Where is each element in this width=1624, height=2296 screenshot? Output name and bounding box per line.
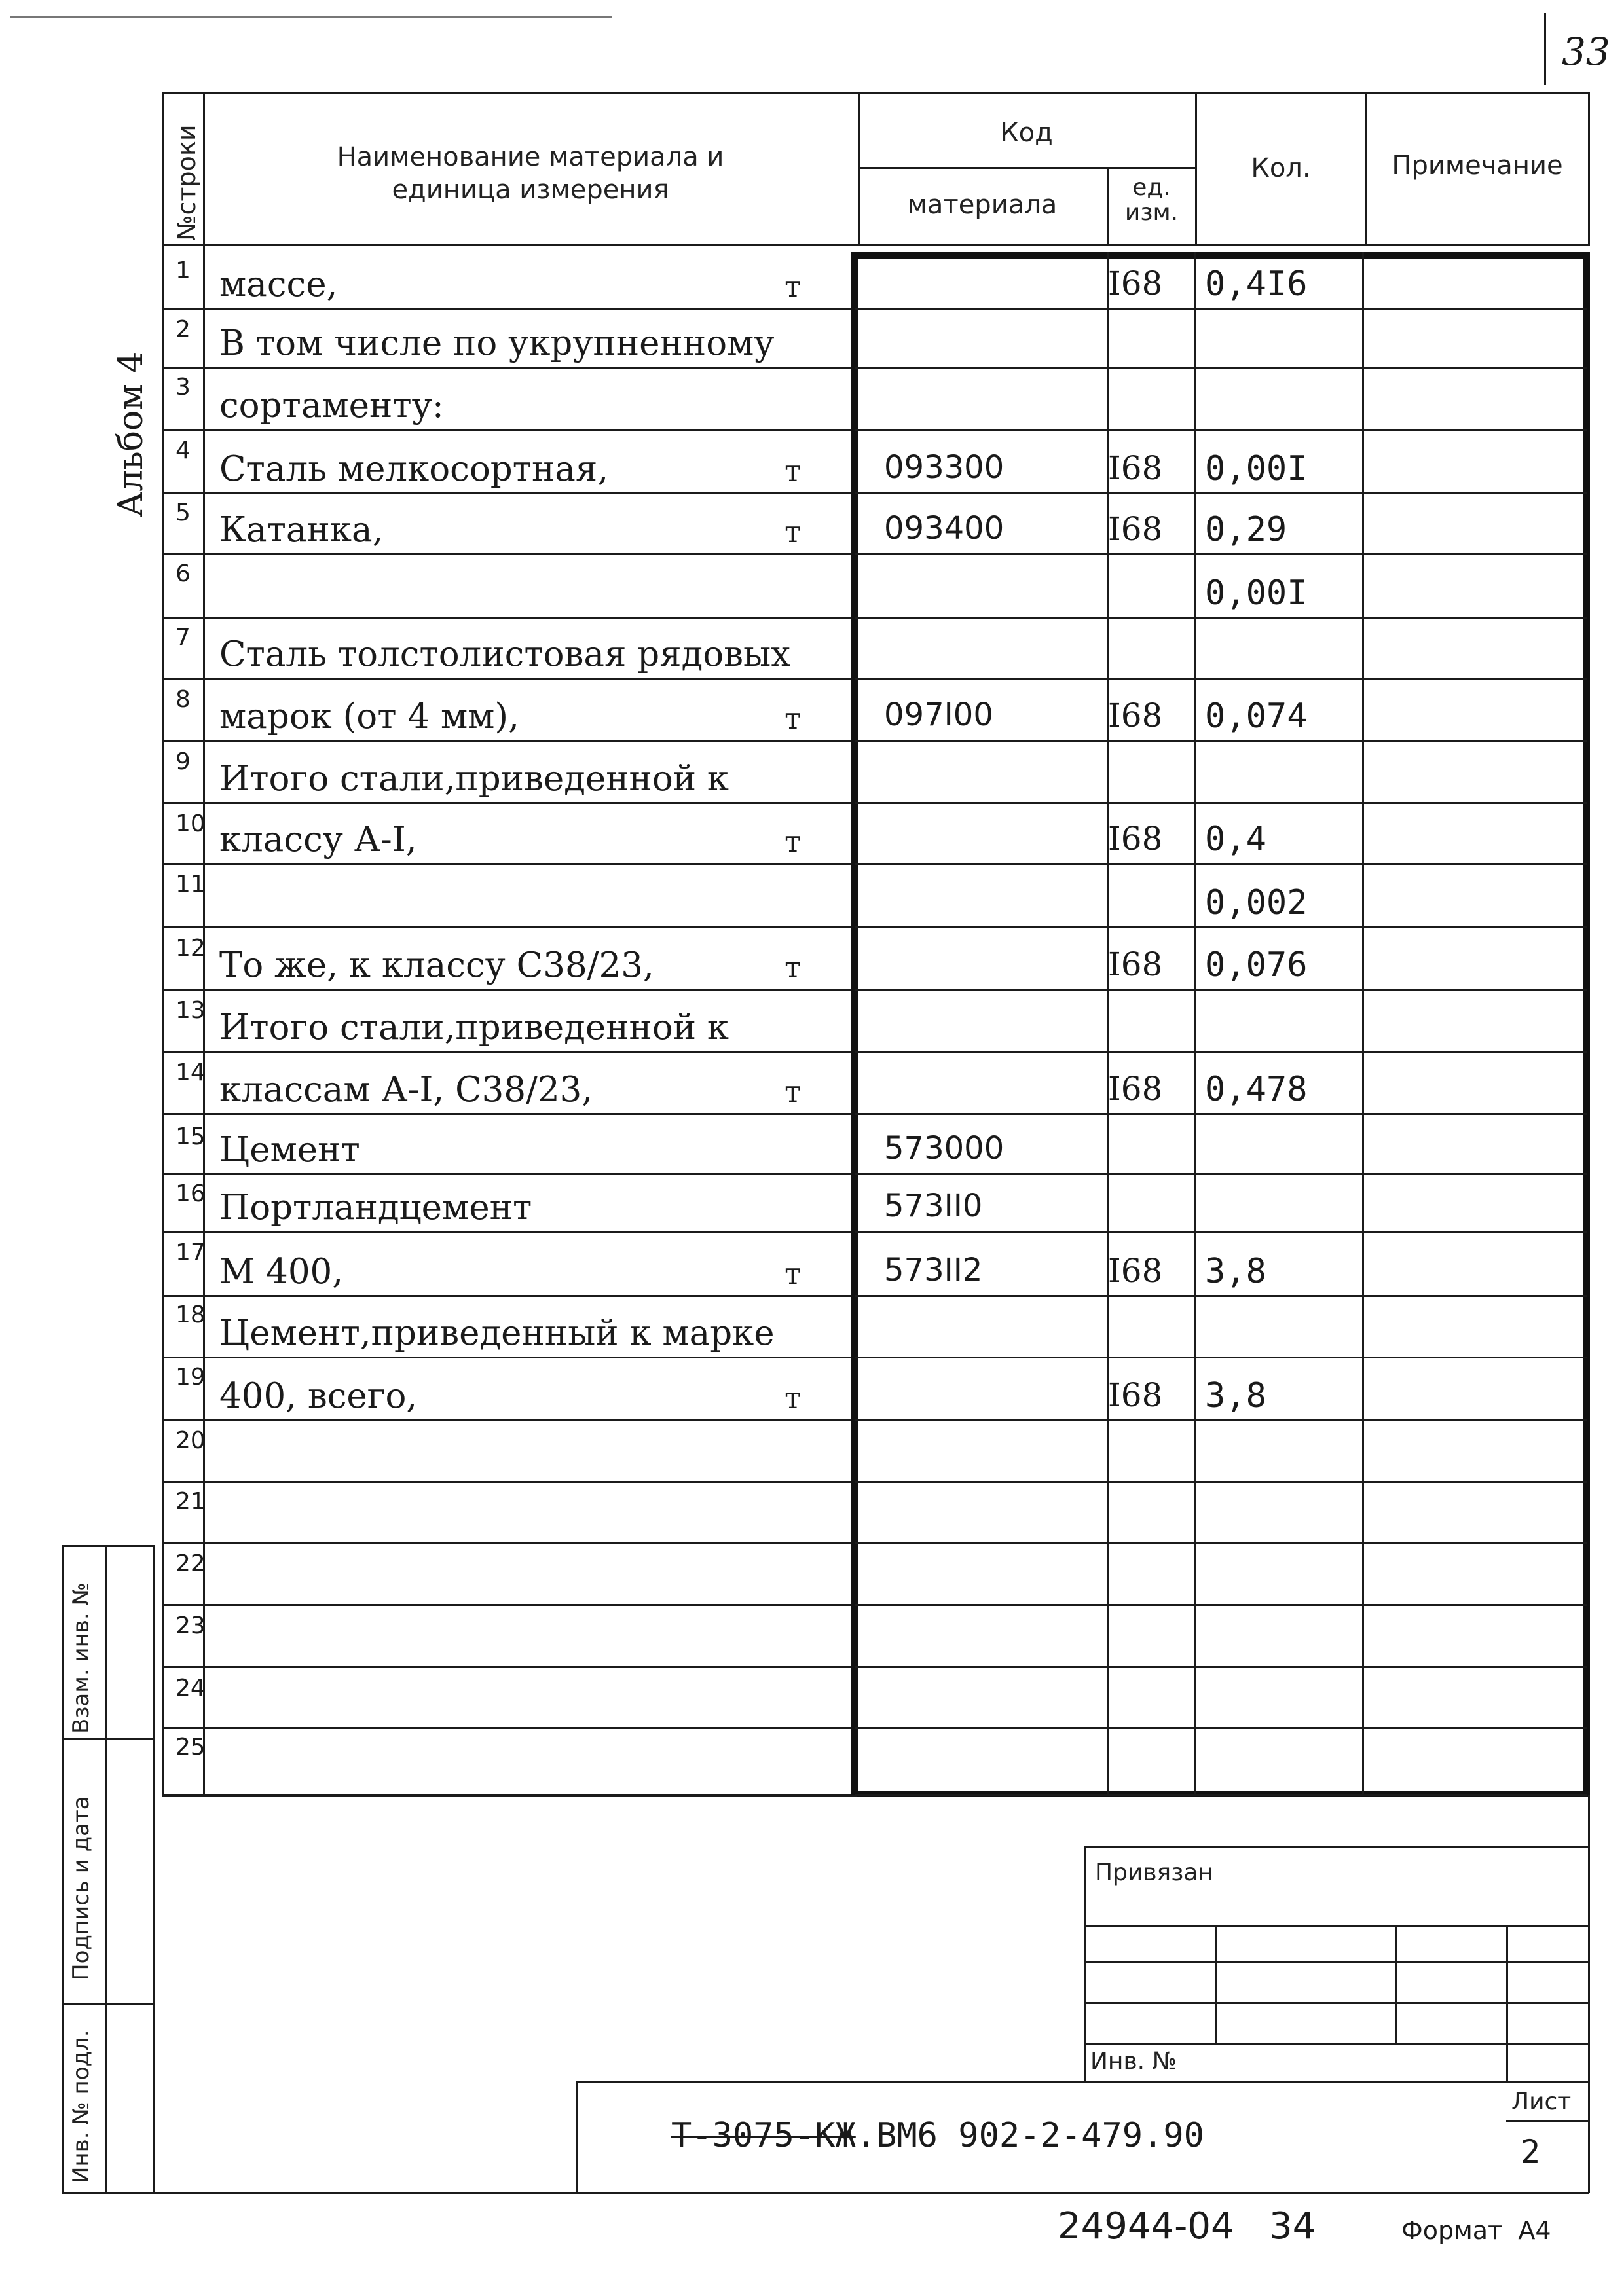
inv-no-label: Инв. № xyxy=(1090,2048,1177,2075)
row-number: 25 xyxy=(175,1734,206,1760)
row-number: 20 xyxy=(175,1427,206,1454)
header-row-number: №строки xyxy=(172,124,201,241)
row-material-code: 093300 xyxy=(884,449,1005,486)
row-number: 24 xyxy=(175,1675,206,1702)
page-number: 33 xyxy=(1562,29,1610,74)
row-number: 13 xyxy=(175,997,206,1024)
row-number: 6 xyxy=(175,560,191,587)
row-number: 8 xyxy=(175,686,191,713)
row-number: 3 xyxy=(175,374,191,401)
row-material-name: классам А-I, С38/23, xyxy=(219,1070,593,1110)
row-unit: т xyxy=(784,1380,802,1415)
header-unit-line1: ед. xyxy=(1132,174,1171,201)
row-number: 14 xyxy=(175,1059,206,1086)
row-number: 21 xyxy=(175,1488,206,1515)
header-note: Примечание xyxy=(1392,151,1563,181)
row-number: 22 xyxy=(175,1550,206,1577)
page-number-rule xyxy=(1544,13,1546,85)
header-name-line1: Наименование материала и xyxy=(337,142,724,172)
header-code-unit xyxy=(1108,175,1195,225)
row-material-name: Итого стали,приведенной к xyxy=(219,759,729,799)
row-quantity: 0,29 xyxy=(1205,510,1287,549)
row-unit-code: I68 xyxy=(1108,1376,1163,1414)
album-label: Альбом 4 xyxy=(111,351,151,517)
row-unit: т xyxy=(784,1256,802,1291)
row-number: 5 xyxy=(175,500,191,526)
row-unit-code: I68 xyxy=(1108,697,1163,735)
row-number: 4 xyxy=(175,437,191,464)
row-number: 1 xyxy=(175,257,191,284)
side-vzam-inv: Взам. инв. № xyxy=(68,1582,94,1734)
header-unit-line2: изм. xyxy=(1124,198,1179,226)
row-quantity: 0,002 xyxy=(1205,883,1308,922)
header-name-line2: единица измерения xyxy=(392,175,669,205)
row-number: 17 xyxy=(175,1239,206,1266)
list-label: Лист xyxy=(1511,2088,1572,2115)
row-quantity: 3,8 xyxy=(1205,1252,1266,1291)
row-number: 18 xyxy=(175,1302,206,1328)
row-material-name: марок (от 4 мм), xyxy=(219,697,519,737)
row-unit: т xyxy=(784,453,802,488)
designation-code: .ВМ6 902-2-479.90 xyxy=(855,2116,1204,2155)
row-material-code: 573II2 xyxy=(884,1252,983,1288)
row-unit: т xyxy=(784,268,802,304)
row-number: 19 xyxy=(175,1364,206,1391)
row-unit-code: I68 xyxy=(1108,820,1163,858)
row-unit-code: I68 xyxy=(1108,1252,1163,1290)
row-unit-code: I68 xyxy=(1108,510,1163,548)
row-material-name: Цемент xyxy=(219,1130,360,1170)
row-number: 15 xyxy=(175,1123,206,1150)
row-material-code: 573II0 xyxy=(884,1188,983,1224)
row-material-name: М 400, xyxy=(219,1252,344,1292)
list-number: 2 xyxy=(1521,2133,1541,2171)
row-number: 16 xyxy=(175,1180,206,1207)
row-unit: т xyxy=(784,1074,802,1109)
header-name xyxy=(210,141,851,206)
row-material-name: Катанка, xyxy=(219,510,384,550)
struck-designation: Т-3075-КЖ xyxy=(671,2116,856,2155)
header-quantity: Кол. xyxy=(1251,153,1311,183)
privyazan-label: Привязан xyxy=(1095,1859,1213,1886)
row-number: 2 xyxy=(175,316,191,343)
row-quantity: 0,076 xyxy=(1205,945,1308,985)
row-unit: т xyxy=(784,949,802,985)
row-quantity: 0,074 xyxy=(1205,697,1308,736)
row-material-name: массе, xyxy=(219,264,338,304)
row-quantity: 0,4I6 xyxy=(1205,264,1308,304)
row-unit-code: I68 xyxy=(1108,264,1163,302)
archive-number: 24944-04 34 xyxy=(1058,2205,1316,2248)
row-quantity: 0,00I xyxy=(1205,574,1308,613)
row-material-code: 093400 xyxy=(884,510,1005,547)
row-number: 23 xyxy=(175,1613,206,1639)
row-number: 7 xyxy=(175,624,191,651)
document-designation xyxy=(671,2116,1204,2155)
side-inv-podl: Инв. № подл. xyxy=(68,2030,94,2183)
top-rule xyxy=(10,16,612,18)
row-material-name: Портландцемент xyxy=(219,1188,532,1228)
format-label: Формат А4 xyxy=(1401,2216,1551,2245)
row-material-name: Сталь толстолистовая рядовых xyxy=(219,634,791,674)
row-number: 10 xyxy=(175,811,206,837)
row-material-name: Сталь мелкосортная, xyxy=(219,449,609,489)
row-material-name: Цемент,приведенный к марке xyxy=(219,1313,775,1353)
row-unit-code: I68 xyxy=(1108,945,1163,983)
row-unit: т xyxy=(784,514,802,549)
row-material-name: То же, к классу С38/23, xyxy=(219,945,654,985)
side-podpis-data: Подпись и дата xyxy=(68,1796,94,1980)
header-code: Код xyxy=(1000,118,1053,148)
row-unit-code: I68 xyxy=(1108,1070,1163,1108)
row-material-name: 400, всего, xyxy=(219,1376,418,1416)
row-material-name: классу А-I, xyxy=(219,820,417,860)
row-number: 12 xyxy=(175,935,206,962)
row-quantity: 0,00I xyxy=(1205,449,1308,488)
row-number: 11 xyxy=(175,871,206,898)
row-material-code: 097I00 xyxy=(884,697,993,733)
row-unit: т xyxy=(784,824,802,859)
row-material-name: Итого стали,приведенной к xyxy=(219,1008,729,1048)
row-unit-code: I68 xyxy=(1108,449,1163,487)
row-material-name: В том числе по укрупненному xyxy=(219,323,775,363)
row-number: 9 xyxy=(175,748,191,775)
row-quantity: 3,8 xyxy=(1205,1376,1266,1415)
row-material-code: 573000 xyxy=(884,1130,1005,1167)
row-quantity: 0,478 xyxy=(1205,1070,1308,1109)
row-material-name: сортаменту: xyxy=(219,386,444,426)
row-unit: т xyxy=(784,701,802,736)
row-quantity: 0,4 xyxy=(1205,820,1266,859)
header-code-material: материала xyxy=(907,190,1058,220)
